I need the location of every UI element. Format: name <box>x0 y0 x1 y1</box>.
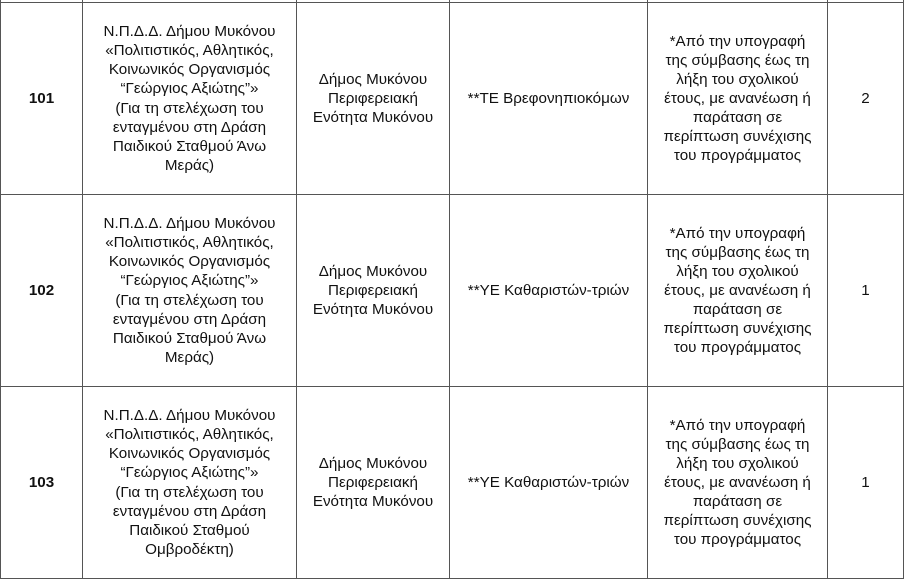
table-row <box>1 195 904 387</box>
specialty-cell: **ΥΕ Καθαριστών-τριών <box>450 195 648 387</box>
count-cell: 2 <box>828 3 904 195</box>
row-number-cell: 103 <box>1 387 83 579</box>
duration-cell: *Από την υπογραφή της σύμβασης έως τη λήξη του σχολικού έτους, με ανανέωση ή παράταση σε περίπτωση συνέχισης του προγράμματος <box>648 387 828 579</box>
specialty-cell: **ΥΕ Καθαριστών-τριών <box>450 387 648 579</box>
count-cell: 1 <box>828 195 904 387</box>
table-row <box>1 3 904 195</box>
location-cell: Δήμος Μυκόνου Περιφερειακή Ενότητα Μυκόνου <box>297 195 450 387</box>
organization-cell: Ν.Π.Δ.Δ. Δήμου Μυκόνου «Πολιτιστικός, Αθλητικός, Κοινωνικός Οργανισμός “Γεώργιος Αξιώτης”» (Για τη στελέχωση του ενταγμένου στη Δράση Παιδικού Σταθμού Άνω Μεράς) <box>83 195 297 387</box>
organization-cell: Ν.Π.Δ.Δ. Δήμου Μυκόνου «Πολιτιστικός, Αθλητικός, Κοινωνικός Οργανισμός “Γεώργιος Αξιώτης”» (Για τη στελέχωση του ενταγμένου στη Δράση Παιδικού Σταθμού Άνω Μεράς) <box>83 3 297 195</box>
organization-cell: Ν.Π.Δ.Δ. Δήμου Μυκόνου «Πολιτιστικός, Αθλητικός, Κοινωνικός Οργανισμός “Γεώργιος Αξιώτης”» (Για τη στελέχωση του ενταγμένου στη Δράση Παιδικού Σταθμού Ομβροδέκτη) <box>83 387 297 579</box>
specialty-cell: **ΤΕ Βρεφονηπιοκόμων <box>450 3 648 195</box>
location-cell: Δήμος Μυκόνου Περιφερειακή Ενότητα Μυκόνου <box>297 387 450 579</box>
duration-cell: *Από την υπογραφή της σύμβασης έως τη λήξη του σχολικού έτους, με ανανέωση ή παράταση σε περίπτωση συνέχισης του προγράμματος <box>648 3 828 195</box>
count-cell: 1 <box>828 387 904 579</box>
row-number-cell: 102 <box>1 195 83 387</box>
row-number-cell: 101 <box>1 3 83 195</box>
duration-cell: *Από την υπογραφή της σύμβασης έως τη λήξη του σχολικού έτους, με ανανέωση ή παράταση σε περίπτωση συνέχισης του προγράμματος <box>648 195 828 387</box>
location-cell: Δήμος Μυκόνου Περιφερειακή Ενότητα Μυκόνου <box>297 3 450 195</box>
table-row <box>1 387 904 579</box>
